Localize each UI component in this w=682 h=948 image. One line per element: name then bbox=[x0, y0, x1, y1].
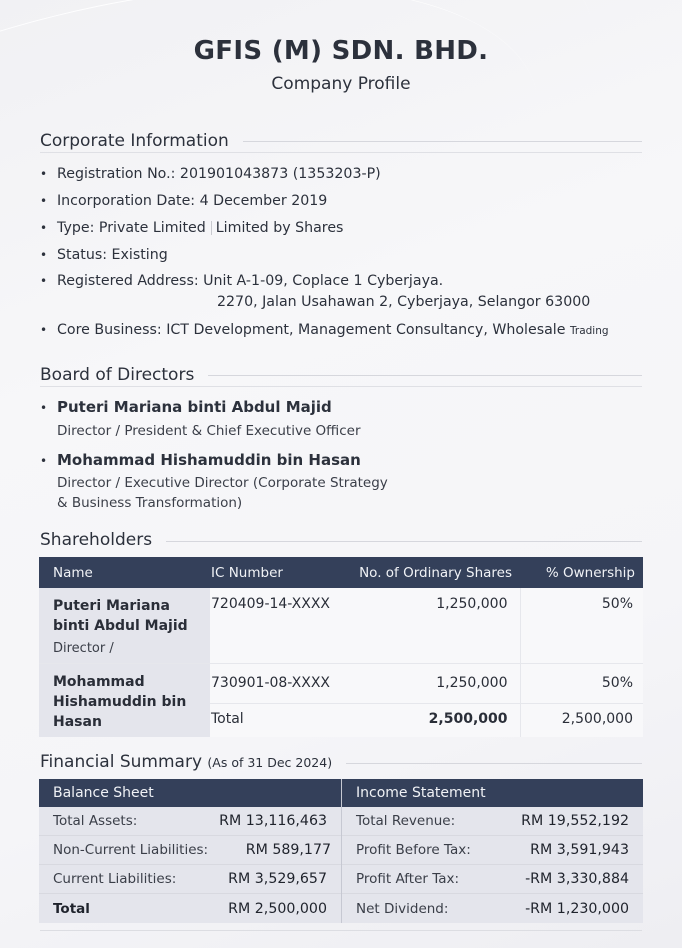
ownership-pct: 50% bbox=[520, 588, 643, 663]
section-divider bbox=[208, 375, 642, 376]
balance-sheet-header: Balance Sheet bbox=[39, 779, 341, 807]
director-role-cont: & Business Transformation) bbox=[57, 495, 243, 511]
bullet-icon: • bbox=[40, 194, 48, 208]
address-item: • Registered Address: Unit A-1-09, Coplace 1 Cyberjaya. 2270, Jalan Usahawan 2, Cyberjaya, Selangor 63000 bbox=[40, 273, 591, 310]
shareholder-name: Mohammad Hishamuddin bin Hasan bbox=[53, 673, 187, 730]
company-name-title: GFIS (M) SDN. BHD. bbox=[193, 36, 489, 66]
shareholders-heading: Shareholders bbox=[40, 528, 642, 552]
director-role: Director / Executive Director (Corporate Strategy bbox=[57, 475, 388, 491]
bullet-icon: • bbox=[40, 323, 48, 337]
separator bbox=[211, 221, 212, 235]
total-label: Total bbox=[210, 703, 335, 737]
address-line2: 2270, Jalan Usahawan 2, Cyberjaya, Selangor 63000 bbox=[217, 294, 591, 310]
bullet-icon: • bbox=[40, 167, 48, 181]
section-divider bbox=[346, 763, 642, 764]
core-business-item: • Core Business: ICT Development, Management Consultancy, Wholesale Trading bbox=[40, 322, 609, 338]
bullet-icon: • bbox=[40, 221, 48, 235]
director-name: Mohammad Hishamuddin bin Hasan bbox=[57, 451, 361, 469]
income-row: Profit After Tax: -RM 3,330,884 bbox=[342, 865, 643, 894]
income-row: Total Revenue: RM 19,552,192 bbox=[342, 807, 643, 836]
bottom-divider bbox=[40, 930, 642, 931]
balance-row: Total Assets: RM 13,116,463 bbox=[39, 807, 341, 836]
core-business-value: ICT Development, Management Consultancy, Wholesale bbox=[166, 322, 566, 338]
balance-sheet-column bbox=[39, 779, 341, 923]
income-row: Net Dividend: -RM 1,230,000 bbox=[342, 894, 643, 923]
registration-item: • Registration No.: 201901043873 (1353203-P) bbox=[40, 166, 381, 182]
total-shares: 2,500,000 bbox=[335, 703, 520, 737]
column-header-shares: No. of Ordinary Shares bbox=[335, 557, 520, 588]
section-divider bbox=[243, 141, 642, 142]
director-name: Puteri Mariana binti Abdul Majid bbox=[57, 398, 332, 416]
incorporation-item: • Incorporation Date: 4 December 2019 bbox=[40, 193, 328, 209]
balance-total-row: Total RM 2,500,000 bbox=[39, 894, 341, 923]
total-ownership: 2,500,000 bbox=[520, 703, 643, 737]
status-value: Existing bbox=[111, 247, 168, 263]
share-count: 1,250,000 bbox=[335, 663, 520, 703]
shareholder-name-cell bbox=[39, 588, 210, 663]
table-header-row bbox=[39, 557, 643, 588]
address-line1: Unit A-1-09, Coplace 1 Cyberjaya. bbox=[203, 273, 444, 289]
status-item: • Status: Existing bbox=[40, 247, 168, 263]
table-row bbox=[39, 663, 643, 703]
financial-heading: Financial Summary (As of 31 Dec 2024) bbox=[40, 750, 642, 774]
type-item: • Type: Private Limited Limited by Shares bbox=[40, 220, 344, 236]
bullet-icon: • bbox=[40, 248, 48, 262]
income-statement-column bbox=[341, 779, 643, 923]
ownership-pct: 50% bbox=[520, 663, 643, 703]
director-item bbox=[40, 398, 361, 439]
shareholder-name-cell bbox=[39, 663, 210, 737]
board-heading: Board of Directors bbox=[40, 363, 642, 387]
section-divider bbox=[166, 541, 642, 542]
document-subtitle: Company Profile bbox=[271, 74, 411, 94]
column-header-ownership: % Ownership bbox=[520, 557, 643, 588]
share-count: 1,250,000 bbox=[335, 588, 520, 663]
registration-value: 201901043873 (1353203-P) bbox=[179, 166, 381, 182]
balance-row: Current Liabilities: RM 3,529,657 bbox=[39, 865, 341, 894]
income-statement-header: Income Statement bbox=[342, 779, 643, 807]
financial-summary-table bbox=[39, 779, 643, 923]
shareholders-table bbox=[39, 557, 643, 737]
ic-number: 730901-08-XXXX bbox=[210, 663, 335, 703]
balance-row: Non-Current Liabilities: RM 589,177 bbox=[39, 836, 341, 865]
type-value-b: Limited by Shares bbox=[215, 220, 344, 236]
ic-number: 720409-14-XXXX bbox=[210, 588, 335, 663]
bullet-icon: • bbox=[40, 401, 48, 415]
director-item bbox=[40, 451, 388, 511]
shareholder-subtitle: Director / bbox=[53, 641, 114, 656]
column-header-ic: IC Number bbox=[210, 557, 335, 588]
shareholder-name: Puteri Mariana binti Abdul Majid bbox=[53, 598, 188, 634]
type-value-a: Private Limited bbox=[98, 220, 206, 236]
director-role: Director / President & Chief Executive Officer bbox=[57, 423, 361, 439]
bullet-icon: • bbox=[40, 454, 48, 468]
corporate-info-heading: Corporate Information bbox=[40, 129, 642, 153]
incorporation-value: 4 December 2019 bbox=[199, 193, 328, 209]
bullet-icon: • bbox=[40, 274, 48, 288]
income-row: Profit Before Tax: RM 3,591,943 bbox=[342, 836, 643, 865]
as-of-date: (As of 31 Dec 2024) bbox=[207, 755, 333, 770]
table-row bbox=[39, 588, 643, 663]
column-header-name: Name bbox=[39, 557, 210, 588]
